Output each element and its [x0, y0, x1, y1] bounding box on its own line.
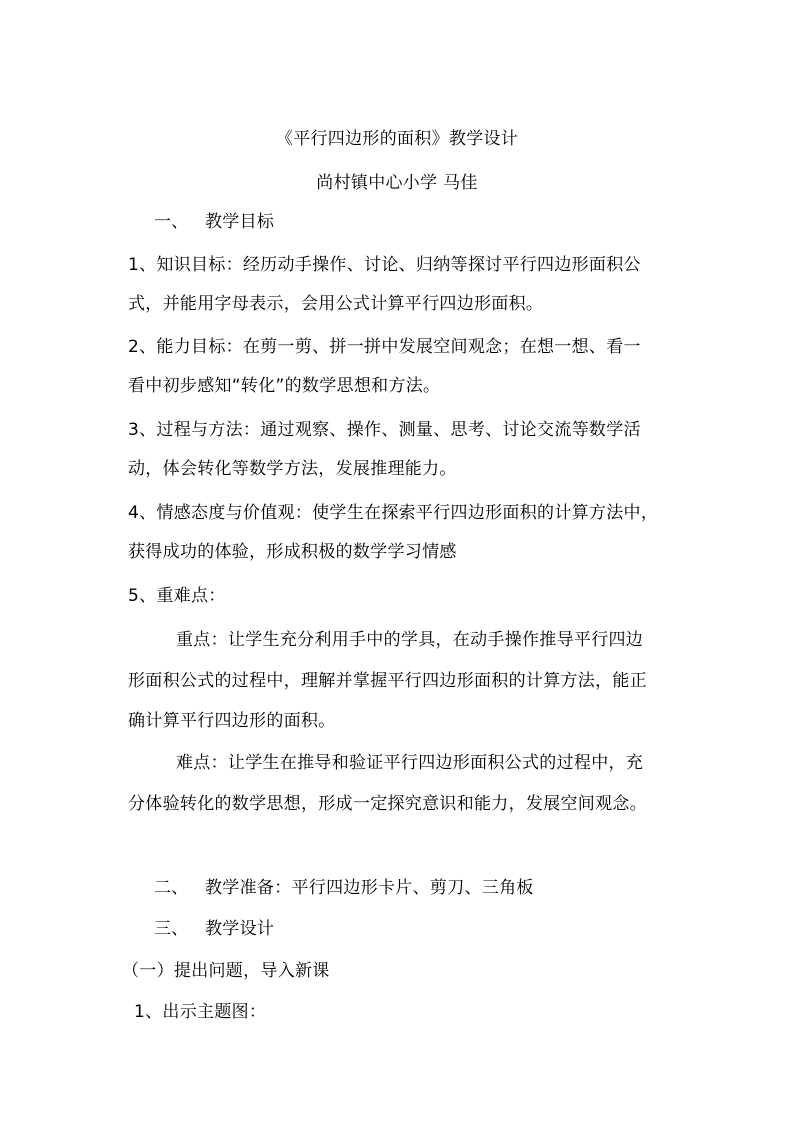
objective2-line2: 看中初步感知“转化”的数学思想和方法。	[128, 376, 441, 396]
document-title: 《平行四边形的面积》教学设计	[275, 129, 519, 149]
objective1-line2: 式，并能用字母表示，会用公式计算平行四边形面积。	[128, 294, 544, 314]
objective3-line1: 3、过程与方法：通过观察、操作、测量、思考、讨论交流等数学活	[128, 420, 641, 440]
objective4-line1: 4、情感态度与价值观：使学生在探索平行四边形面积的计算方法中，	[128, 503, 659, 523]
section1-number: 一、	[154, 212, 189, 232]
section2-text: 教学准备：平行四边形卡片、剪刀、三角板	[205, 878, 534, 898]
step1-text: 1、出示主题图：	[134, 1002, 267, 1022]
objective3-line2: 动，体会转化等数学方法，发展推理能力。	[128, 459, 457, 479]
objective1-line1: 1、知识目标：经历动手操作、讨论、归纳等探讨平行四边形面积公	[128, 255, 641, 275]
key-point-line1: 重点：让学生充分利用手中的学具，在动手操作推导平行四边	[176, 630, 644, 650]
section3-heading: 教学设计	[205, 919, 275, 939]
key-difficult-heading: 5、重难点：	[128, 586, 226, 606]
difficult-point-line1: 难点：让学生在推导和验证平行四边形面积公式的过程中，充	[176, 753, 644, 773]
key-point-line3: 确计算平行四边形的面积。	[128, 711, 336, 731]
section1-heading: 教学目标	[205, 212, 275, 232]
objective2-line1: 2、能力目标：在剪一剪、拼一拼中发展空间观念；在想一想、看一	[128, 337, 641, 357]
difficult-point-line2: 分体验转化的数学思想，形成一定探究意识和能力，发展空间观念。	[128, 794, 647, 814]
section3-number: 三、	[154, 919, 189, 939]
key-point-line2: 形面积公式的过程中，理解并掌握平行四边形面积的计算方法，能正	[128, 671, 647, 691]
objective4-line2: 获得成功的体验，形成积极的数学学习情感	[128, 542, 457, 562]
document-author: 尚村镇中心小学 马佳	[316, 173, 478, 193]
subsection-heading: （一）提出问题，导入新课	[122, 961, 330, 981]
section2-number: 二、	[154, 878, 189, 898]
